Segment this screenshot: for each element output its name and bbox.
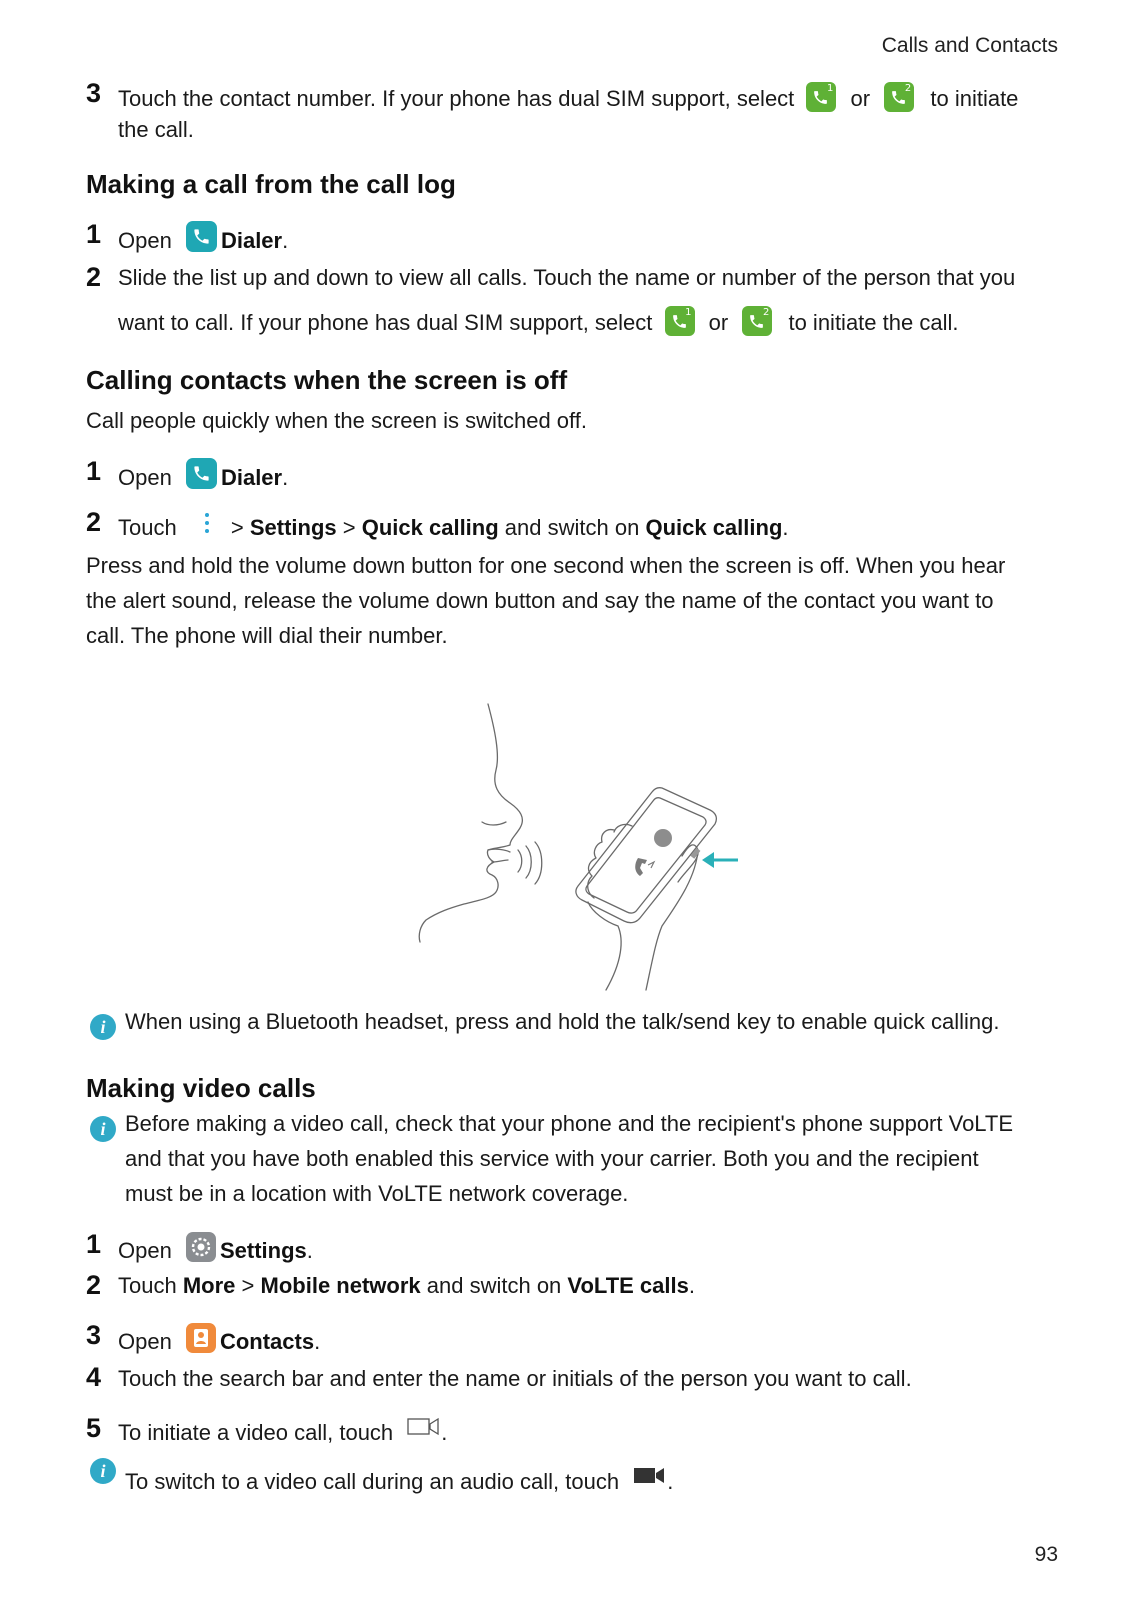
menu-path-mobile-network: Mobile network xyxy=(260,1273,421,1298)
step-text: and switch on xyxy=(426,1273,562,1298)
sim-call-icon: 1 xyxy=(665,306,695,336)
step-number: 3 xyxy=(86,1320,102,1350)
section-intro: Call people quickly when the screen is switched off. xyxy=(86,408,587,433)
body-line: the alert sound, release the volume down button and say the name of the contact you want to xyxy=(86,588,994,613)
app-name: Dialer xyxy=(220,228,283,253)
punctuation: . xyxy=(688,1273,695,1298)
step-text: Touch xyxy=(118,515,177,540)
page-number: 93 xyxy=(1034,1543,1058,1566)
running-header: Calls and Contacts xyxy=(881,34,1058,57)
step-number: 3 xyxy=(86,78,102,108)
punctuation: . xyxy=(667,1469,674,1494)
video-camera-filled-icon xyxy=(633,1465,667,1487)
punctuation: . xyxy=(282,228,289,253)
step-number: 2 xyxy=(86,262,102,292)
video-camera-outline-icon xyxy=(407,1416,441,1438)
step-text: to initiate xyxy=(930,86,1019,111)
step-text: Open xyxy=(118,1238,172,1263)
vertical-dots-icon xyxy=(197,511,217,537)
final-note xyxy=(125,1465,673,1495)
app-name: Dialer xyxy=(220,465,283,490)
phone-icon xyxy=(186,221,217,252)
screen-off-step-2 xyxy=(118,511,789,541)
app-name: Settings xyxy=(219,1238,307,1263)
video-step-5 xyxy=(118,1416,447,1446)
sim-call-icon: 1 xyxy=(806,82,836,112)
step-text: Open xyxy=(118,465,172,490)
menu-path-quick-calling: Quick calling xyxy=(361,515,499,540)
note-line: Before making a video call, check that your phone and the recipient's phone support VoLTE xyxy=(125,1111,1014,1136)
info-icon: i xyxy=(90,1013,116,1040)
step-text: and switch on xyxy=(504,515,640,540)
section-heading: Making a call from the call log xyxy=(86,169,456,199)
separator: > xyxy=(241,1273,255,1298)
step-text: Open xyxy=(118,228,172,253)
note-line: and that you have both enabled this service with your carrier. Both you and the recipient xyxy=(125,1146,979,1171)
step-number: 1 xyxy=(86,219,102,249)
menu-path-settings: Settings xyxy=(249,515,337,540)
step-text: Touch the search bar and enter the name or initials of the person you want to call. xyxy=(118,1366,912,1391)
punctuation: . xyxy=(306,1238,313,1263)
step-text: want to call. If your phone has dual SIM support, select xyxy=(118,310,653,335)
punctuation: . xyxy=(782,515,789,540)
info-icon: i xyxy=(90,1457,116,1484)
step-continuation: the call. xyxy=(118,117,194,142)
step-text: Touch the contact number. If your phone has dual SIM support, select xyxy=(118,86,795,111)
video-step-2 xyxy=(118,1273,695,1299)
phone-icon xyxy=(186,458,217,489)
step-number: 1 xyxy=(86,456,102,486)
screen-off-step-1 xyxy=(118,458,288,491)
step-number: 2 xyxy=(86,1270,102,1300)
step-number: 5 xyxy=(86,1413,102,1443)
or-word: or xyxy=(850,86,871,111)
step-text: Slide the list up and down to view all calls. Touch the name or number of the person that you xyxy=(118,265,1016,290)
note-line: must be in a location with VoLTE network coverage. xyxy=(125,1181,629,1206)
body-line: Press and hold the volume down button for one second when the screen is off. When you hear xyxy=(86,553,1006,578)
video-step-1 xyxy=(118,1232,313,1264)
info-icon: i xyxy=(90,1115,116,1142)
section-heading: Making video calls xyxy=(86,1073,316,1103)
separator: > xyxy=(230,515,244,540)
section-heading: Calling contacts when the screen is off xyxy=(86,365,568,395)
call-log-step-2-line2 xyxy=(118,306,958,336)
sim-call-icon: 2 xyxy=(742,306,772,336)
gear-icon xyxy=(186,1232,216,1262)
setting-volte-calls: VoLTE calls xyxy=(567,1273,689,1298)
setting-quick-calling: Quick calling xyxy=(645,515,783,540)
menu-path-more: More xyxy=(182,1273,236,1298)
step-text: Open xyxy=(118,1329,172,1354)
step-number: 2 xyxy=(86,507,102,537)
sim-call-icon: 2 xyxy=(884,82,914,112)
or-word: or xyxy=(708,310,729,335)
voice-dial-illustration xyxy=(410,700,750,995)
separator: > xyxy=(342,515,356,540)
punctuation: . xyxy=(441,1420,448,1445)
step-number: 4 xyxy=(86,1362,102,1392)
step-number: 1 xyxy=(86,1229,102,1259)
step-text: to initiate the call. xyxy=(788,310,959,335)
video-step-3 xyxy=(118,1323,320,1355)
note-text: To switch to a video call during an audio call, touch xyxy=(125,1469,620,1494)
app-name: Contacts xyxy=(219,1329,315,1354)
punctuation: . xyxy=(314,1329,321,1354)
contacts-icon xyxy=(186,1323,216,1353)
punctuation: . xyxy=(282,465,289,490)
intro-step-line xyxy=(118,82,1018,112)
call-log-step-1 xyxy=(118,221,288,254)
note-text: When using a Bluetooth headset, press and hold the talk/send key to enable quick calling. xyxy=(125,1009,1000,1034)
step-text: Touch xyxy=(118,1273,177,1298)
step-text: To initiate a video call, touch xyxy=(118,1420,394,1445)
body-line: call. The phone will dial their number. xyxy=(86,623,448,648)
